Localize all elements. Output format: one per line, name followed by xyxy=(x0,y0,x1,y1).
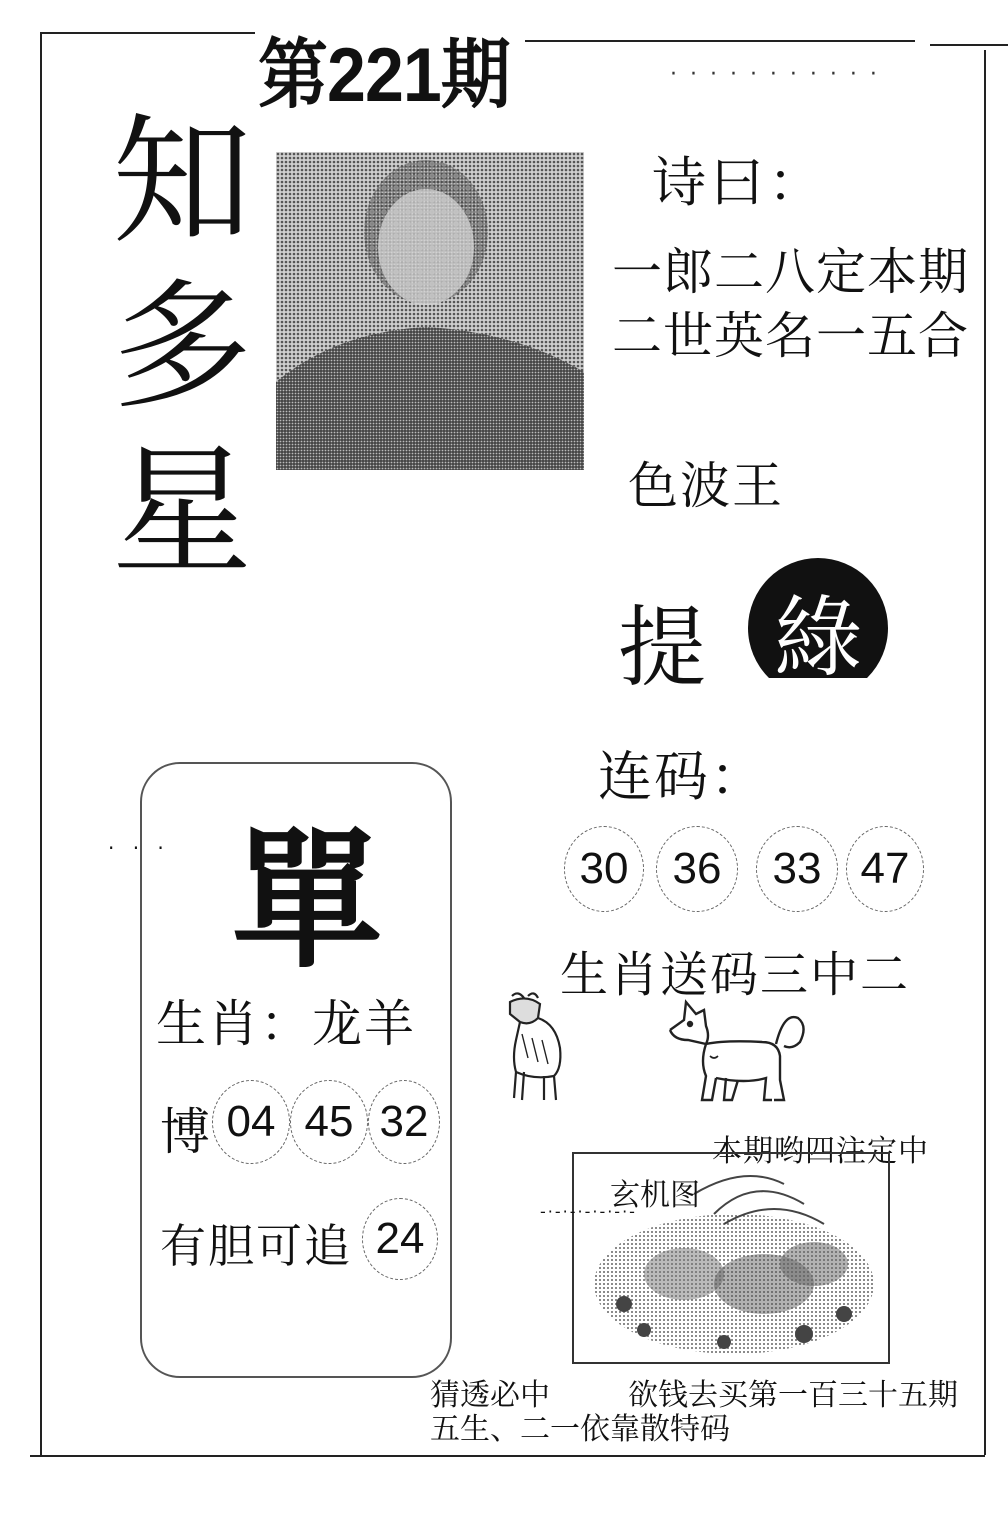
zodiac-gift-text: 生肖送码三中二 xyxy=(560,947,911,1003)
frame-line-left xyxy=(40,32,42,1457)
frame-line-bottom xyxy=(30,1455,985,1457)
title-char-3: 星 xyxy=(112,431,253,594)
dog-icon xyxy=(666,996,806,1108)
xuanji-label: 玄机图 xyxy=(610,1178,700,1213)
bo-number-2: 45 xyxy=(290,1080,368,1164)
single-big-char: 單 xyxy=(232,813,383,989)
bo-number-1: 04 xyxy=(212,1080,290,1164)
tip-label: 提 xyxy=(618,596,707,699)
color-wave-label: 色波王 xyxy=(628,457,784,515)
vertical-title xyxy=(112,100,253,595)
poem-text xyxy=(612,240,969,368)
poem-line-2: 二世英名一五合 xyxy=(612,307,969,365)
bqs-text: 本期哟四注定中 xyxy=(712,1134,929,1169)
poem-line-1: 一郎二八定本期 xyxy=(612,243,969,301)
green-badge xyxy=(748,558,888,678)
frame-line-right xyxy=(984,50,986,1455)
frame-line-top-far-right xyxy=(930,44,1008,46)
lianma-label: 连码： xyxy=(598,745,766,808)
zodiac-line: 生肖：龙羊 xyxy=(156,995,416,1053)
xuanji-dotted-line: -·-·-·-·-·-·- xyxy=(540,1202,637,1221)
title-char-2: 多 xyxy=(112,266,253,429)
bottom-line-2: 五生、二一依靠散特码 xyxy=(430,1412,730,1447)
lianma-number-3: 33 xyxy=(756,826,838,912)
dotted-marks: · · · xyxy=(108,836,170,860)
issue-number: 第221期 xyxy=(258,33,510,118)
lianma-number-1: 30 xyxy=(564,826,644,912)
chase-number: 24 xyxy=(362,1198,438,1280)
frame-line-top-left xyxy=(40,32,255,34)
bo-number-3: 32 xyxy=(368,1080,440,1164)
poem-heading: 诗曰： xyxy=(652,151,826,214)
title-char-1: 知 xyxy=(112,101,253,264)
bo-label: 博 xyxy=(160,1103,210,1161)
lianma-number-4: 47 xyxy=(846,826,924,912)
portrait-photo xyxy=(276,152,584,470)
badge-char: 綠 xyxy=(773,586,862,678)
lianma-number-2: 36 xyxy=(656,826,738,912)
bottom-right-text: 欲钱去买第一百三十五期 xyxy=(628,1378,958,1413)
goat-icon xyxy=(498,988,570,1106)
bottom-left-text: 猜透必中 xyxy=(430,1378,550,1413)
chase-label: 有胆可追 xyxy=(160,1219,352,1273)
frame-line-top-right xyxy=(525,40,915,42)
dotted-rule: · · · · · · · · · · · xyxy=(670,62,880,87)
